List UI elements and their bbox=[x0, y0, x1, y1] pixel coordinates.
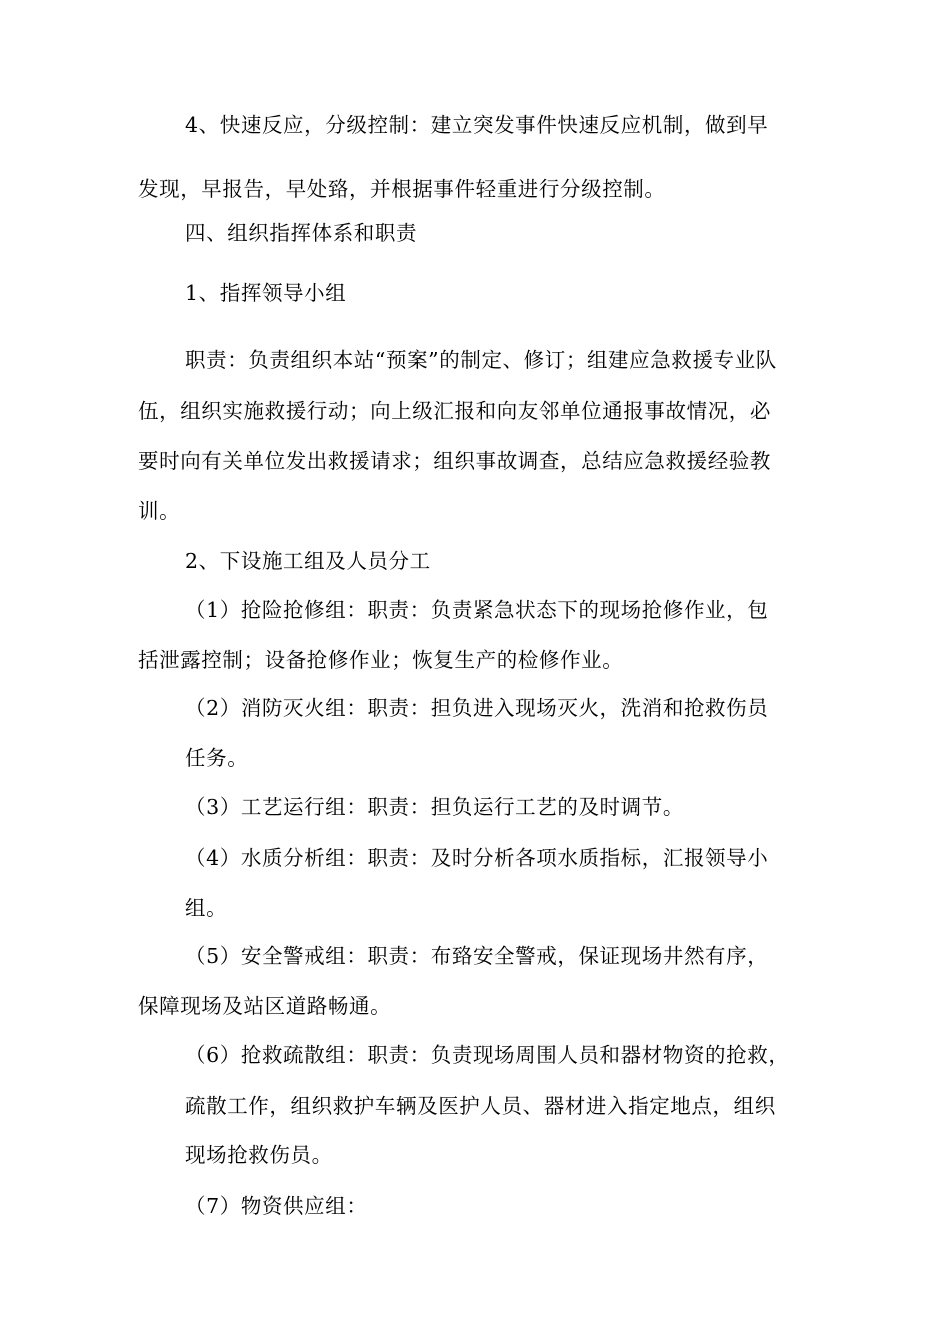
group-3-line-1: （3）工艺运行组：职责：担负运行工艺的及时调节。 bbox=[185, 795, 684, 819]
group-1-line-2: 括泄露控制；设备抢修作业；恢复生产的检修作业。 bbox=[138, 648, 624, 672]
subheading-command-group: 1、指挥领导小组 bbox=[185, 281, 347, 305]
group-5-line-2: 保障现场及站区道路畅通。 bbox=[138, 994, 392, 1018]
group-6-line-1: （6）抢救疏散组：职责：负责现场周围人员和器材物资的抢救， bbox=[185, 1043, 790, 1067]
paragraph-duties-line-1: 职责：负责组织本站“预案”的制定、修订；组建应急救援专业队 bbox=[185, 348, 777, 372]
paragraph-principle-4-line-2: 发现，早报告，早处臵，并根据事件轻重进行分级控制。 bbox=[138, 177, 666, 201]
group-5-line-1: （5）安全警戒组：职责：布臵安全警戒，保证现场井然有序， bbox=[185, 944, 769, 968]
group-6-line-2: 疏散工作，组织救护车辆及医护人员、器材进入指定地点，组织 bbox=[185, 1094, 776, 1118]
group-2-line-2: 任务。 bbox=[185, 746, 249, 770]
group-4-line-2: 组。 bbox=[185, 896, 228, 920]
group-1-line-1: （1）抢险抢修组：职责：负责紧急状态下的现场抢修作业，包 bbox=[185, 598, 769, 622]
group-7-line-1: （7）物资供应组： bbox=[185, 1194, 368, 1218]
group-6-line-3: 现场抢救伤员。 bbox=[185, 1143, 333, 1167]
paragraph-duties-line-3: 要时向有关单位发出救援请求；组织事故调查，总结应急救援经验教 bbox=[138, 449, 771, 473]
paragraph-principle-4-line-1: 4、快速反应，分级控制：建立突发事件快速反应机制，做到早 bbox=[185, 113, 769, 137]
group-4-line-1: （4）水质分析组：职责：及时分析各项水质指标，汇报领导小 bbox=[185, 846, 769, 870]
subheading-work-groups: 2、下设施工组及人员分工 bbox=[185, 549, 431, 573]
group-2-line-1: （2）消防灭火组：职责：担负进入现场灭火，洗消和抢救伤员 bbox=[185, 696, 769, 720]
paragraph-duties-line-4: 训。 bbox=[138, 499, 181, 523]
section-heading-4: 四、组织指挥体系和职责 bbox=[185, 221, 418, 245]
paragraph-duties-line-2: 伍，组织实施救援行动；向上级汇报和向友邻单位通报事故情况，必 bbox=[138, 399, 771, 423]
